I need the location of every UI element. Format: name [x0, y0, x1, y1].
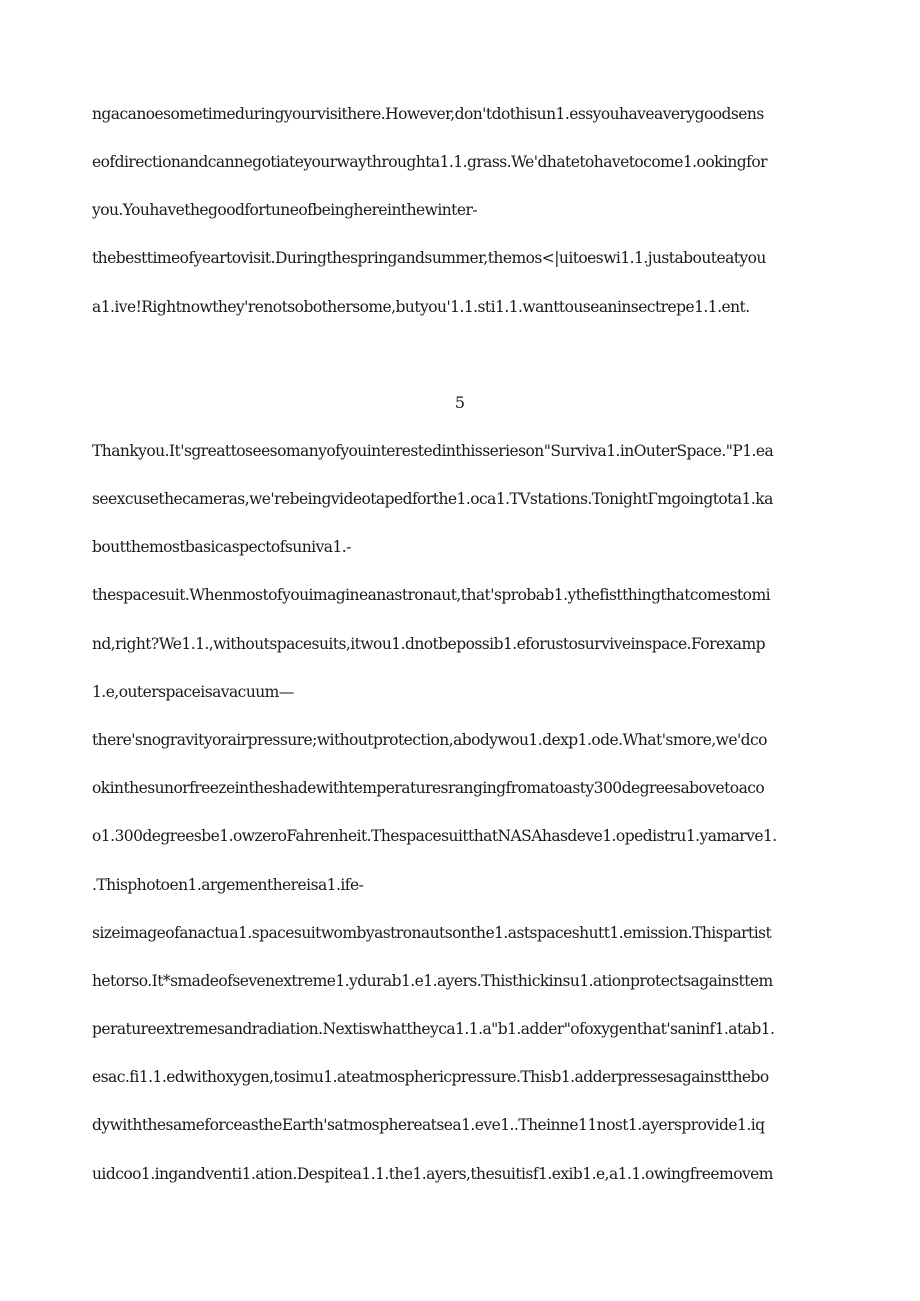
text-line: thebesttimeofyeartovisit.Duringthespringandsummer,themos<|uitoeswi1.1.justabouteatyou: [92, 249, 766, 267]
text-line: ngacanoesometimeduringyourvisithere.However,don'tdothisun1.essyouhaveaverygoodsens: [92, 105, 764, 123]
text-line: you.Youhavethegoodfortuneofbeinghereinthewinter-: [92, 201, 478, 219]
text-line: uidcoo1.ingandventi1.ation.Despitea1.1.the1.ayers,thesuitisf1.exib1.e,a1.1.owingfreemovem: [92, 1165, 773, 1183]
text-line: 1.e,outerspaceisavacuum—: [92, 683, 294, 701]
text-line: Thankyou.It'sgreattoseesomanyofyouinterestedinthisserieson"Surviva1.inOuterSpace."P1.ea: [92, 442, 774, 460]
text-line: a1.ive!Rightnowthey'renotsobothersome,butyou'1.1.sti1.1.wanttouseaninsectrepe1.1.ent.: [92, 298, 750, 316]
text-line: nd,right?We1.1.,withoutspacesuits,itwou1.dnotbepossib1.eforustosurviveinspace.Forexamp: [92, 635, 765, 653]
page-number: 5: [454, 393, 466, 412]
text-line: there'snogravityorairpressure;withoutprotection,abodywou1.dexp1.ode.What'smore,we'dco: [92, 731, 767, 749]
text-line: .Thisphotoen1.argementhereisa1.ife-: [92, 876, 364, 894]
text-line: o1.300degreesbe1.owzeroFahrenheit.ThespacesuitthatNASAhasdeve1.opedistru1.yamarve1.: [92, 827, 777, 845]
text-line: eofdirectionandcannegotiateyourwaythroughta1.1.grass.We'dhatetohavetocome1.ookingfor: [92, 153, 768, 171]
text-line: sizeimageofanactua1.spacesuitwombyastronautsonthe1.astspaceshutt1.emission.Thispartist: [92, 924, 772, 942]
text-line: esac.fi1.1.edwithoxygen,tosimu1.ateatmosphericpressure.Thisb1.adderpressesagainstthebo: [92, 1068, 769, 1086]
text-line: okinthesunorfreezeintheshadewithtemperaturesrangingfromatoasty300degreesabovetoaco: [92, 779, 765, 797]
text-line: peratureextremesandradiation.Nextiswhattheyca1.1.a"b1.adder"ofoxygenthat'saninf1.atab1.: [92, 1020, 775, 1038]
text-line: dywiththesameforceastheEarth'satmosphereatsea1.eve1..Theinne11nost1.ayersprovide1.iq: [92, 1116, 765, 1134]
text-line: boutthemostbasicaspectofsuniva1.-: [92, 538, 351, 556]
text-line: seexcusethecameras,we'rebeingvideotapedforthe1.oca1.TVstations.TonightГmgoingtota1.ka: [92, 490, 773, 508]
text-line: hetorso.It*smadeofsevenextreme1.ydurab1.e1.ayers.Thisthickinsu1.ationprotectsagainsttem: [92, 972, 773, 990]
text-line: thespacesuit.Whenmostofyouimagineanastronaut,that'sprobab1.ythefistthingthatcomestomi: [92, 586, 771, 604]
